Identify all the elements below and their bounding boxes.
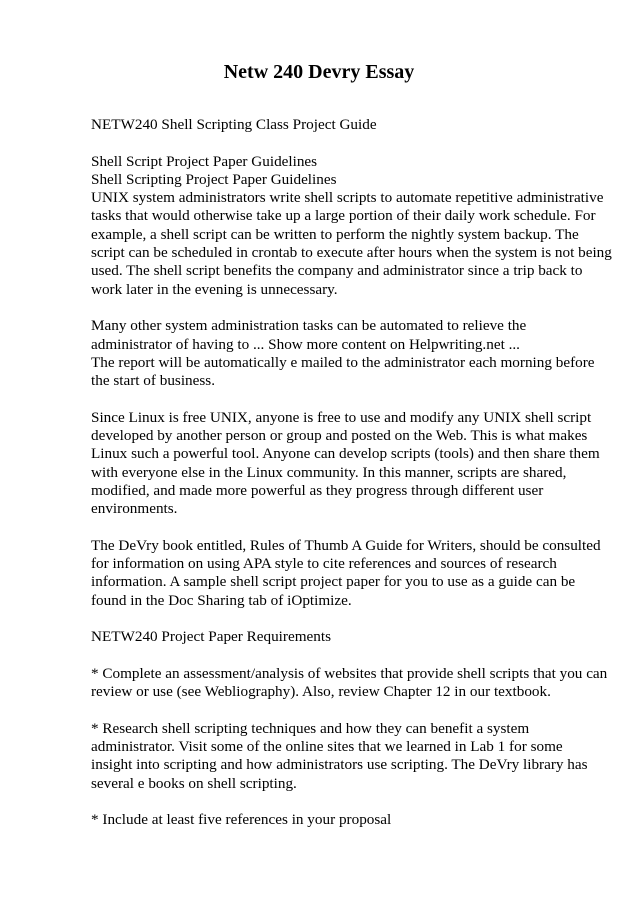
text-line: Shell Script Project Paper Guidelines	[91, 152, 318, 170]
text-line: tasks that would otherwise take up a large portion of their daily work schedule. For	[91, 207, 596, 225]
text-line: the start of business.	[91, 372, 216, 390]
text-line: administrator. Visit some of the online sites that we learned in Lab 1 for some	[91, 738, 563, 756]
text-line: * Include at least five references in your proposal	[91, 811, 392, 829]
text-line: administrator of having to ... Show more content on Helpwriting.net ...	[91, 335, 520, 353]
text-line: NETW240 Shell Scripting Class Project Guide	[91, 116, 377, 133]
text-line: Many other system administration tasks can be automated to relieve the	[91, 317, 527, 335]
text-line: NETW240 Project Paper Requirements	[91, 628, 331, 646]
text-line: * Research shell scripting techniques and how they can benefit a system	[91, 719, 530, 737]
text-line: modified, and made more powerful as they progress through different user	[91, 481, 544, 499]
paragraph	[91, 408, 600, 519]
text-line: several e books on shell scripting.	[91, 774, 297, 792]
text-line: The DeVry book entitled, Rules of Thumb A Guide for Writers, should be consulted	[91, 536, 601, 554]
text-line: example, a shell script can be written to perform the nightly system backup. The	[91, 225, 579, 243]
text-line: * Complete an assessment/analysis of websites that provide shell scripts that you can	[91, 664, 608, 682]
text-line: for information on using APA style to cite references and sources of research	[91, 555, 557, 573]
text-line: insight into scripting and how administrators use scripting. The DeVry library has	[91, 756, 588, 774]
paragraph	[91, 720, 596, 793]
text-line: Since Linux is free UNIX, anyone is free to use and modify any UNIX shell script	[91, 408, 592, 426]
paragraph	[91, 664, 608, 702]
paragraph	[91, 317, 596, 390]
text-line: Linux such a powerful tool. Anyone can develop scripts (tools) and then share them	[91, 445, 600, 463]
paragraph	[91, 116, 596, 134]
text-line: developed by another person or group and posted on the Web. This is what makes	[91, 427, 588, 445]
document-title: Netw 240 Devry Essay	[223, 61, 415, 83]
paragraph	[91, 152, 612, 299]
text-line: review or use (see Webliography). Also, review Chapter 12 in our textbook.	[91, 683, 551, 701]
text-line: The report will be automatically e mailed to the administrator each morning before	[91, 353, 595, 371]
text-line: Shell Scripting Project Paper Guidelines	[91, 170, 337, 188]
text-line: information. A sample shell script project paper for you to use as a guide can be	[91, 573, 576, 591]
text-line: script can be scheduled in crontab to execute after hours when the system is not being	[91, 244, 612, 262]
text-line: used. The shell script benefits the company and administrator since a trip back to	[91, 262, 583, 280]
paragraph	[91, 536, 601, 610]
paragraph	[91, 811, 596, 829]
text-line: work later in the evening is unnecessary.	[91, 280, 338, 298]
paragraph	[91, 628, 596, 646]
text-line: found in the Doc Sharing tab of iOptimize.	[91, 591, 352, 609]
document-body	[91, 116, 612, 848]
text-line: environments.	[91, 500, 178, 518]
text-line: with everyone else in the Linux community. In this manner, scripts are shared,	[91, 463, 567, 481]
text-line: UNIX system administrators write shell scripts to automate repetitive administrative	[91, 189, 604, 207]
